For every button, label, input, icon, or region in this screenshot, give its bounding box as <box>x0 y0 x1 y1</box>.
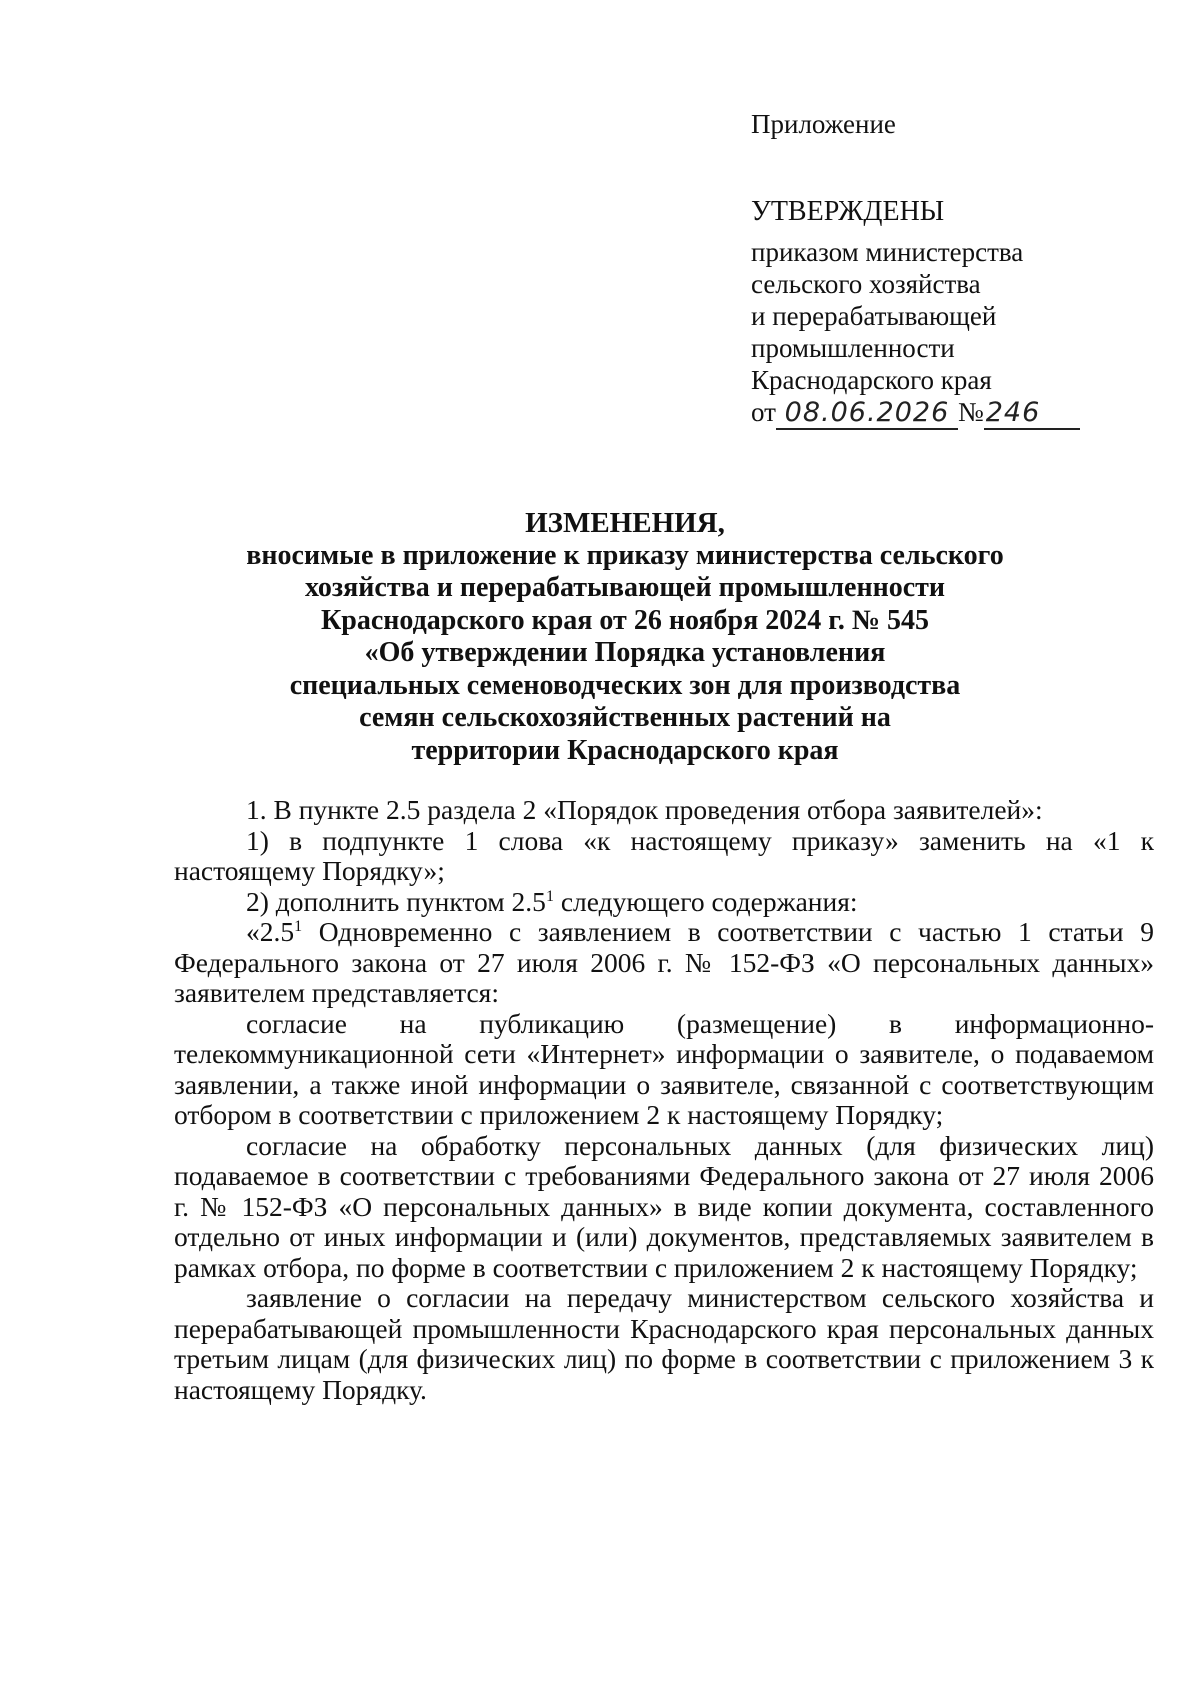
approval-line: и перерабатывающей <box>751 301 997 331</box>
superscript: 1 <box>545 887 554 905</box>
title-line: вносимые в приложение к приказу министерства сельского <box>246 539 1004 571</box>
paragraph-4-text: «2.5 <box>246 916 295 947</box>
paragraph-2: 1) в подпункте 1 слова «к настоящему приказу» заменить на «1 к настоящему Порядку»; <box>174 824 1154 886</box>
approval-line: промышленности <box>751 333 955 363</box>
document-body <box>174 795 1154 1405</box>
paragraph-3-text-end: следующего содержания: <box>553 885 858 917</box>
title-line: «Об утверждении Порядка установления <box>364 637 886 668</box>
title-line: специальных семеноводческих зон для производства <box>289 669 961 701</box>
title-main: ИЗМЕНЕНИЯ, <box>525 507 725 539</box>
paragraph-6: согласие на обработку персональных данных (для физических лиц) подаваемое в соответствии с требованиями Федерального закона от 27 июля 2006 г. № 152-ФЗ «О персональных данных» в виде копии документа, составленного отдельно от иных информации и (или) документов, представляемых заявителем в рамках отбора, по форме в соответствии с приложением 2 к настоящему Порядку; <box>174 1129 1154 1283</box>
paragraph-4 <box>174 917 1154 1009</box>
document-title <box>175 507 1075 767</box>
appendix-label: Приложение <box>751 109 896 139</box>
title-line: семян сельскохозяйственных растений на <box>359 702 891 733</box>
approved-heading: УТВЕРЖДЕНЫ <box>751 196 945 227</box>
order-date-number-line <box>751 396 1151 430</box>
title-line: хозяйства и перерабатывающей промышленности <box>304 572 946 603</box>
handwritten-date: 08.06.2026 <box>776 398 958 430</box>
paragraph-7: заявление о согласии на передачу министерством сельского хозяйства и перерабатывающей промышленности Краснодарского края персональных данных третьим лицам (для физических лиц) по форме в соответствии с приложением 3 к настоящему Порядку. <box>174 1282 1154 1405</box>
date-prefix: от <box>751 397 776 427</box>
paragraph-1: 1. В пункте 2.5 раздела 2 «Порядок проведения отбора заявителей»: <box>246 794 1043 825</box>
paragraph-3 <box>174 887 1154 918</box>
number-prefix: № <box>957 397 984 427</box>
paragraph-3-text: 2) дополнить пунктом 2.5 <box>246 885 546 917</box>
title-line: Краснодарского края от 26 ноября 2024 г. № 545 <box>321 604 929 636</box>
paragraph-5: согласие на публикацию (размещение) в информационно-телекоммуникационной сети «Интернет» информации о заявителе, о подаваемом заявлении, а также иной информации о заявителе, связанной с соответствующим отбором в соответствии с приложением 2 к настоящему Порядку; <box>174 1007 1154 1130</box>
handwritten-number: 246 <box>984 398 1080 430</box>
approval-line: приказом министерства <box>751 237 1024 267</box>
title-line: территории Краснодарского края <box>411 734 839 766</box>
superscript: 1 <box>294 917 303 935</box>
approval-block <box>751 108 1151 430</box>
approval-line: Краснодарского края <box>751 365 992 395</box>
paragraph-4-text-end: Одновременно с заявлением в соответствии с частью 1 статьи 9 Федерального закона от 27 июля 2006 г. № 152-ФЗ «О персональных данных» заявителем представляется: <box>174 916 1154 1008</box>
approval-line: сельского хозяйства <box>751 269 981 299</box>
